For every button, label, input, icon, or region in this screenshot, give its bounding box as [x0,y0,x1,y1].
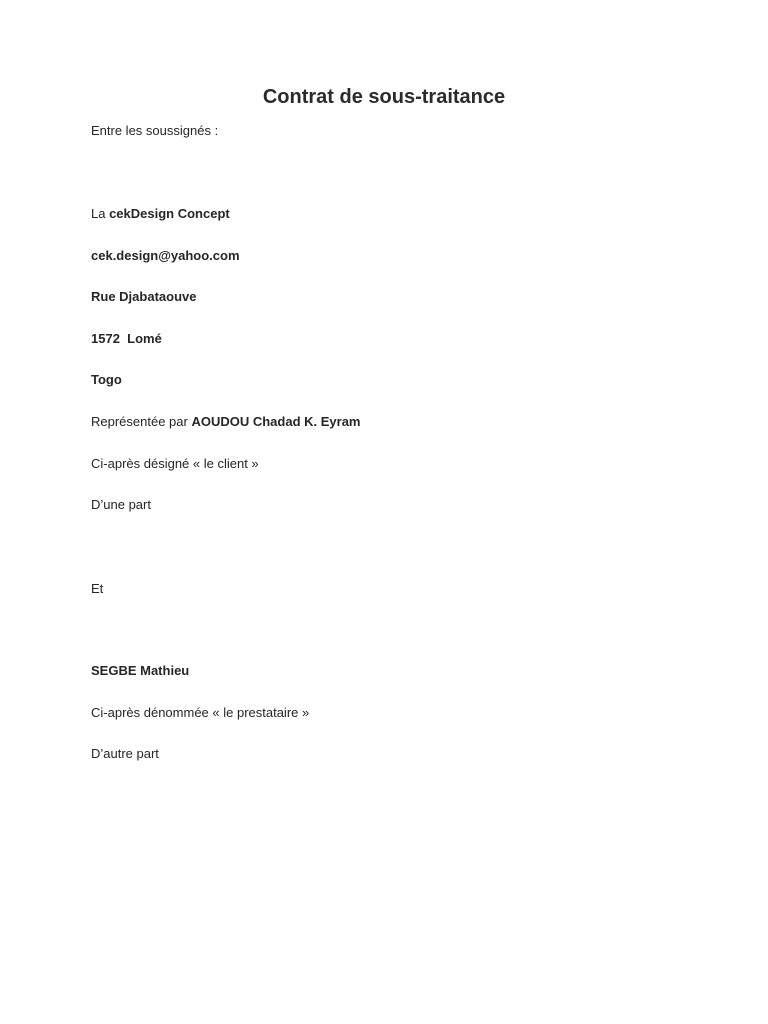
provider-party-note: D’autre part [91,746,159,761]
intro-text: Entre les soussignés : [91,123,219,138]
document-title: Contrat de sous-traitance [262,86,506,108]
provider-designation: Ci-après dénommée « le prestataire » [91,705,310,720]
conjunction-text: Et [91,581,104,596]
client-representative: AOUDOU Chadad K. Eyram [191,414,361,429]
client-country: Togo [91,372,122,387]
client-name-line [91,205,230,223]
client-party-note: D’une part [91,497,151,512]
provider-name: SEGBE Mathieu [91,663,190,678]
client-name: cekDesign Concept [109,206,230,221]
client-representative-line [91,413,361,431]
client-designation: Ci-après désigné « le client » [91,456,259,471]
client-name-prefix: La [91,206,110,221]
client-street: Rue Djabataouve [91,289,197,304]
client-city: 1572 Lomé [91,331,162,346]
client-email: cek.design@yahoo.com [91,248,240,263]
represented-prefix: Représentée par [91,414,192,429]
